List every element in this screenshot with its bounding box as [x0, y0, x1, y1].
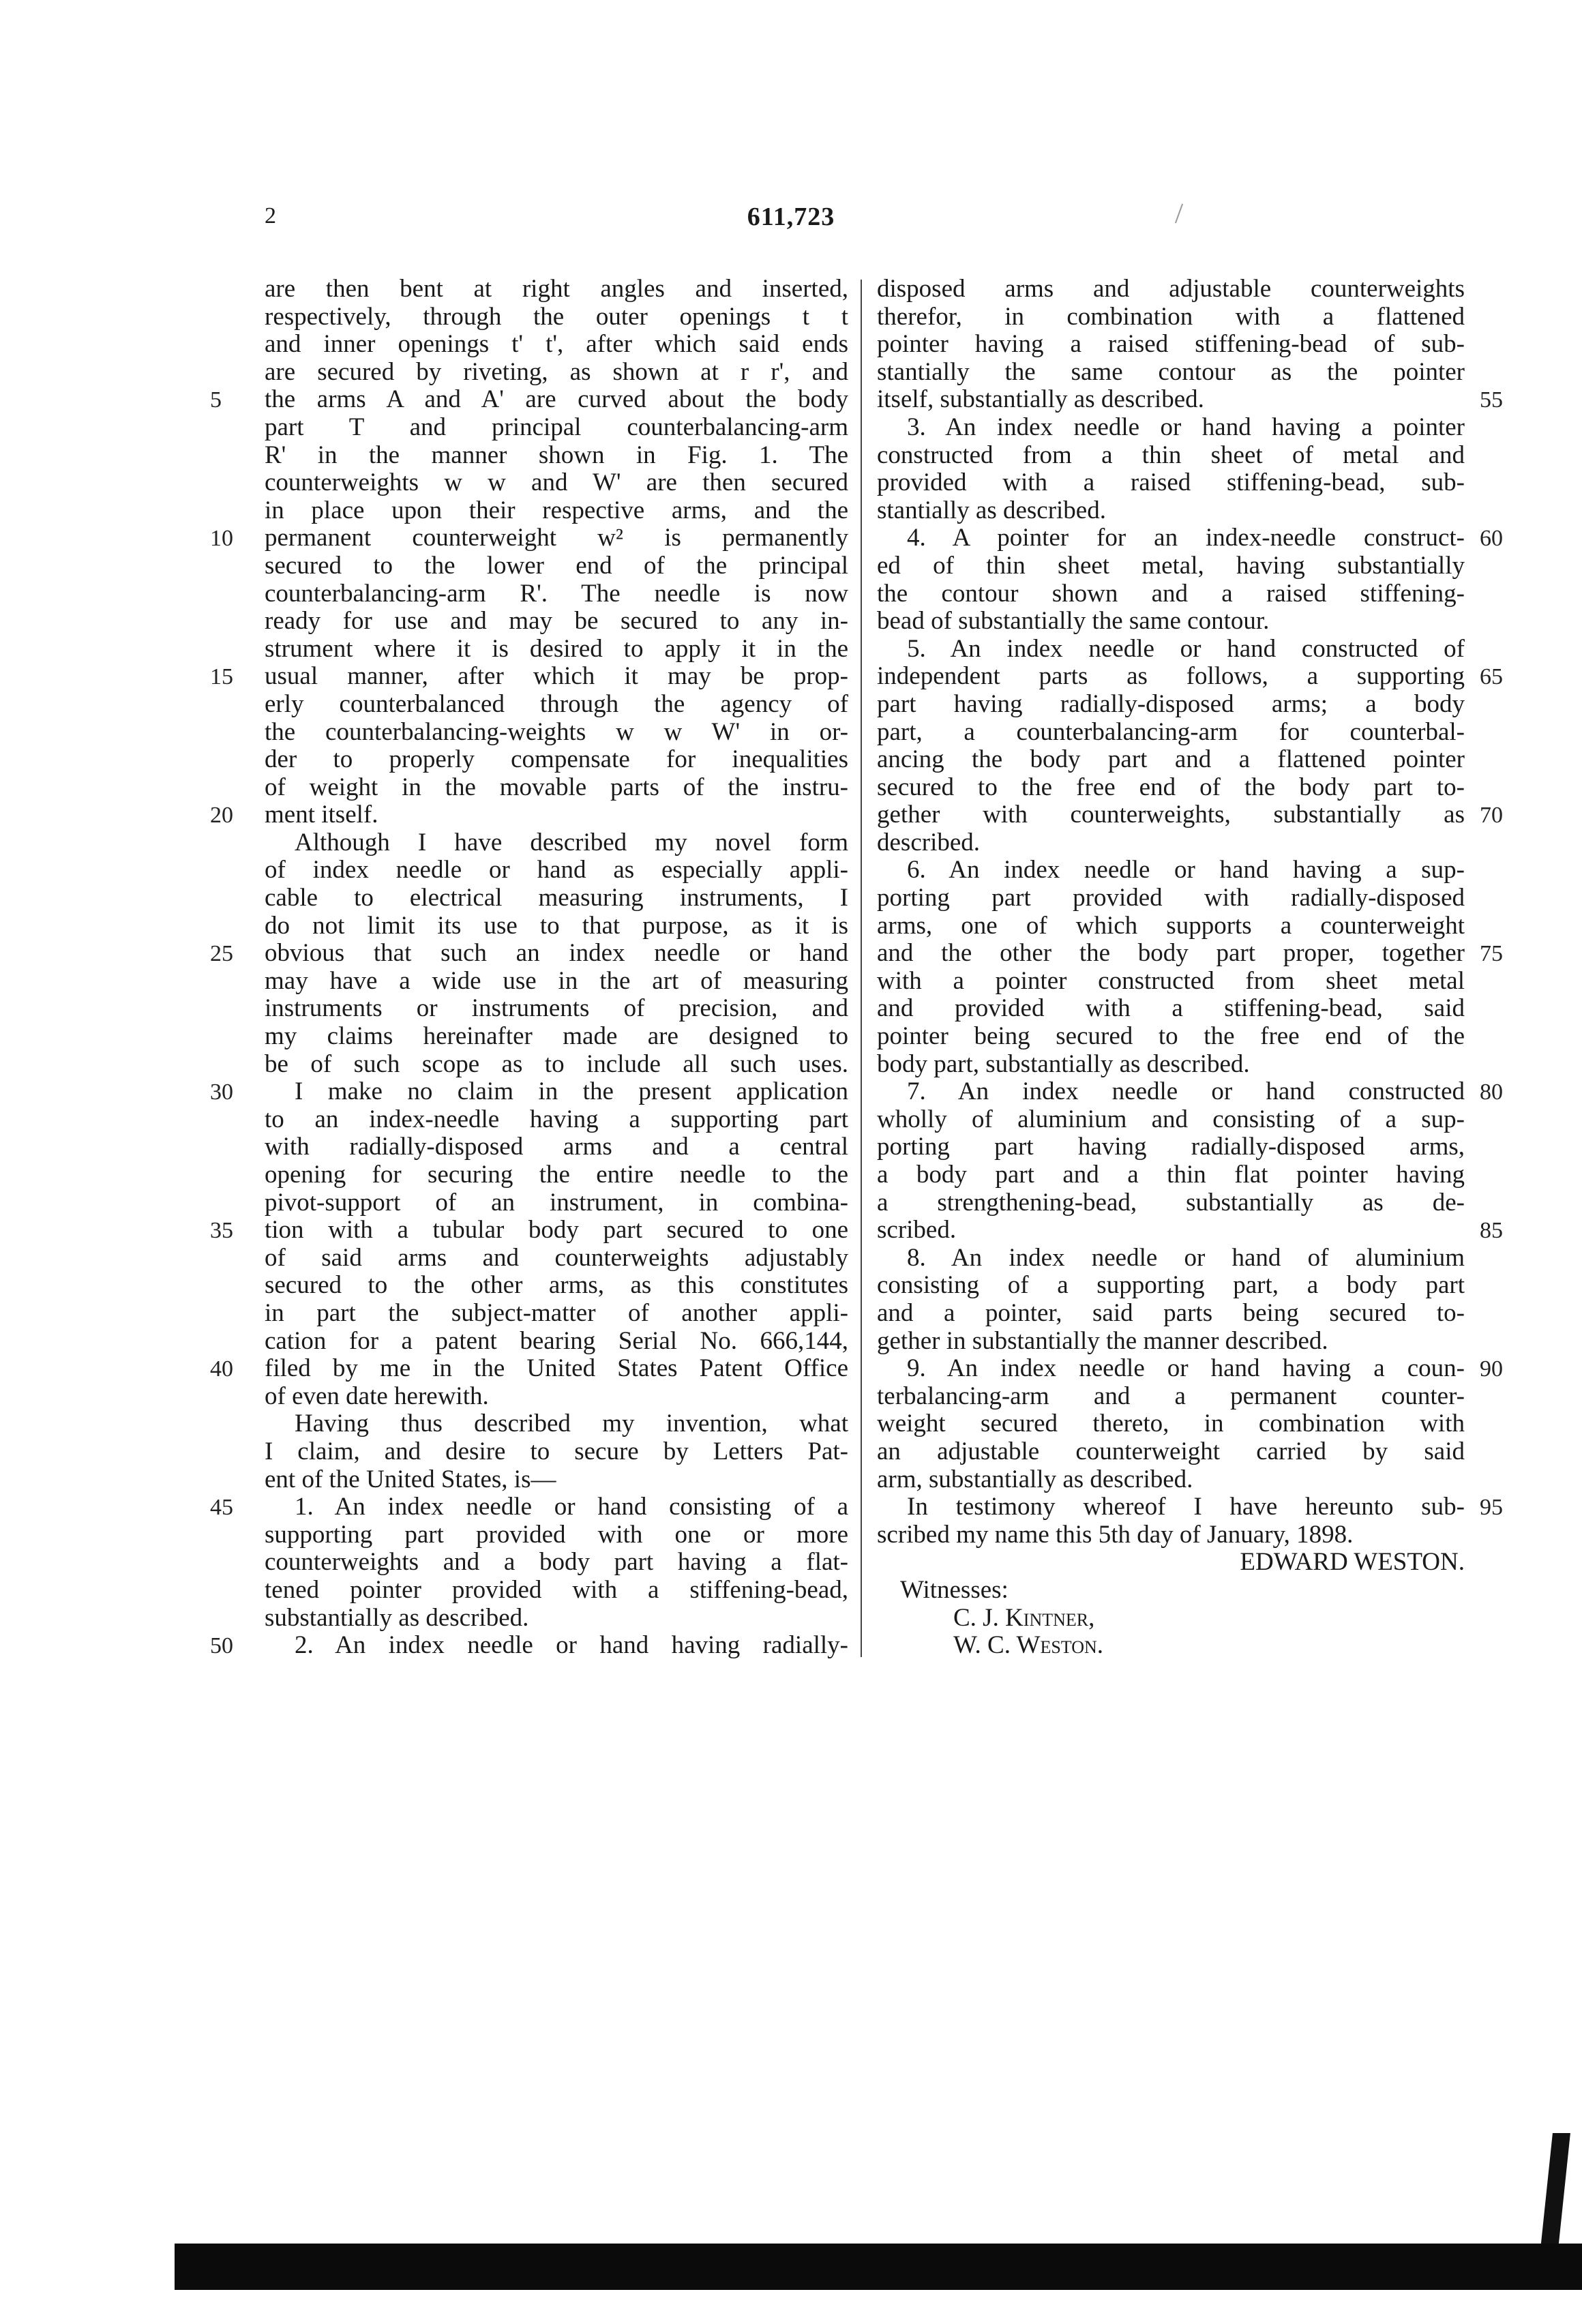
text-line: and a pointer, said parts being secured to-: [877, 1298, 1465, 1327]
text-line: scribed my name this 5th day of January, 1898.: [877, 1520, 1354, 1549]
text-line: my claims hereinafter made are designed to: [265, 1022, 848, 1051]
text-line: erly counterbalanced through the agency of: [265, 689, 848, 718]
text-line: 2. An index needle or hand having radially-: [295, 1631, 848, 1660]
text-line: stantially as described.: [877, 496, 1106, 524]
text-line: stantially the same contour as the pointer: [877, 357, 1465, 386]
text-line: der to properly compensate for inequalities: [265, 745, 848, 774]
text-line: disposed arms and adjustable counterweights: [877, 275, 1465, 303]
text-line: counterweights w w and W' are then secured: [265, 468, 848, 497]
text-line: 4. A pointer for an index-needle construct-: [907, 524, 1465, 552]
text-line: tened pointer provided with a stiffening-bead,: [265, 1575, 848, 1604]
text-line: consisting of a supporting part, a body part: [877, 1271, 1465, 1300]
text-line: strument where it is desired to apply it in the: [265, 634, 848, 663]
patent-number: 611,723: [747, 203, 835, 231]
left-text-column: [265, 275, 848, 1660]
text-line: cation for a patent bearing Serial No. 666,144,: [265, 1326, 848, 1355]
text-line: counterbalancing-arm R'. The needle is now: [265, 579, 848, 608]
text-line: opening for securing the entire needle to the: [265, 1161, 848, 1189]
text-line: an adjustable counterweight carried by said: [877, 1437, 1465, 1465]
text-line: 8. An index needle or hand of aluminium: [907, 1243, 1465, 1272]
text-line: with a pointer constructed from sheet metal: [877, 966, 1465, 995]
column-divider: [861, 280, 862, 1657]
text-line: respectively, through the outer openings t t: [265, 302, 848, 331]
text-line: of even date herewith.: [265, 1382, 489, 1410]
text-line: filed by me in the United States Patent Office: [265, 1354, 848, 1383]
text-line: and provided with a stiffening-bead, said: [877, 994, 1465, 1023]
margin-line-number: 75: [1480, 941, 1503, 967]
text-line: usual manner, after which it may be prop-: [265, 662, 848, 691]
text-line: I claim, and desire to secure by Letters Pat-: [265, 1437, 848, 1465]
text-line: EDWARD WESTON.: [1240, 1548, 1465, 1577]
text-line: tion with a tubular body part secured to one: [265, 1216, 848, 1245]
text-line: 7. An index needle or hand constructed: [907, 1077, 1465, 1106]
text-line: gether in substantially the manner described.: [877, 1326, 1328, 1355]
text-line: Although I have described my novel form: [295, 828, 848, 856]
text-line: part, a counterbalancing-arm for counterbal-: [877, 717, 1465, 746]
text-line: part having radially-disposed arms; a body: [877, 689, 1465, 718]
scan-bottom-bar: [175, 2244, 1582, 2290]
text-line: arm, substantially as described.: [877, 1465, 1193, 1493]
margin-line-number: 65: [1480, 664, 1503, 690]
margin-line-number: 50: [210, 1633, 233, 1659]
text-line: W. C. Weston.: [953, 1631, 1104, 1660]
text-line: weight secured thereto, in combination with: [877, 1410, 1465, 1438]
right-text-column: [877, 275, 1465, 1660]
text-line: in part the subject-matter of another appli-: [265, 1298, 848, 1327]
text-line: Witnesses:: [900, 1575, 1009, 1604]
text-line: independent parts as follows, a supporting: [877, 662, 1465, 691]
text-line: porting part having radially-disposed arms,: [877, 1133, 1465, 1161]
text-line: may have a wide use in the art of measuring: [265, 966, 848, 995]
text-line: 5. An index needle or hand constructed of: [907, 634, 1465, 663]
text-line: of said arms and counterweights adjustably: [265, 1243, 848, 1272]
text-line: and the other the body part proper, together: [877, 939, 1465, 968]
text-line: ed of thin sheet metal, having substantially: [877, 551, 1465, 580]
margin-line-number: 10: [210, 526, 233, 552]
text-line: therefor, in combination with a flattened: [877, 302, 1465, 331]
text-line: do not limit its use to that purpose, as it is: [265, 911, 848, 940]
text-line: be of such scope as to include all such uses.: [265, 1049, 848, 1078]
margin-line-number: 15: [210, 664, 233, 690]
text-line: constructed from a thin sheet of metal and: [877, 441, 1465, 469]
text-line: and inner openings t' t', after which said ends: [265, 330, 848, 359]
text-line: obvious that such an index needle or hand: [265, 939, 848, 968]
margin-line-number: 30: [210, 1079, 233, 1105]
text-line: terbalancing-arm and a permanent counter-: [877, 1382, 1465, 1410]
text-line: R' in the manner shown in Fig. 1. The: [265, 441, 848, 469]
text-line: secured to the other arms, as this constitutes: [265, 1271, 848, 1300]
text-line: body part, substantially as described.: [877, 1049, 1250, 1078]
text-line: wholly of aluminium and consisting of a sup-: [877, 1105, 1465, 1133]
text-line: scribed.: [877, 1216, 957, 1245]
text-line: of weight in the movable parts of the instru-: [265, 773, 848, 801]
text-line: part T and principal counterbalancing-arm: [265, 413, 848, 441]
margin-line-number: 80: [1480, 1079, 1503, 1105]
margin-line-number: 85: [1480, 1218, 1503, 1244]
scan-edge-mark: [1540, 2133, 1570, 2249]
text-line: ment itself.: [265, 801, 378, 829]
margin-line-number: 70: [1480, 803, 1503, 829]
text-line: cable to electrical measuring instruments, I: [265, 884, 848, 912]
text-line: arms, one of which supports a counterweight: [877, 911, 1465, 940]
text-line: pointer having a raised stiffening-bead of sub-: [877, 330, 1465, 359]
text-line: gether with counterweights, substantially as: [877, 801, 1465, 829]
text-line: the contour shown and a raised stiffening-: [877, 579, 1465, 608]
text-line: a strengthening-bead, substantially as de-: [877, 1188, 1465, 1217]
text-line: pivot-support of an instrument, in combina-: [265, 1188, 848, 1217]
text-line: secured to the free end of the body part to-: [877, 773, 1465, 801]
margin-line-number: 95: [1480, 1495, 1503, 1521]
text-line: Having thus described my invention, what: [295, 1410, 848, 1438]
text-line: 9. An index needle or hand having a coun-: [907, 1354, 1465, 1383]
text-line: in place upon their respective arms, and the: [265, 496, 848, 524]
text-line: pointer being secured to the free end of the: [877, 1022, 1465, 1051]
text-line: of index needle or hand as especially appli-: [265, 856, 848, 884]
text-line: I make no claim in the present application: [295, 1077, 848, 1106]
text-line: with radially-disposed arms and a central: [265, 1133, 848, 1161]
text-line: instruments or instruments of precision, and: [265, 994, 848, 1023]
text-line: permanent counterweight w² is permanently: [265, 524, 848, 552]
text-line: 6. An index needle or hand having a sup-: [907, 856, 1465, 884]
text-line: a body part and a thin flat pointer having: [877, 1161, 1465, 1189]
text-line: to an index-needle having a supporting part: [265, 1105, 848, 1133]
text-line: bead of substantially the same contour.: [877, 607, 1270, 636]
text-line: are secured by riveting, as shown at r r', and: [265, 357, 848, 386]
text-line: counterweights and a body part having a flat-: [265, 1548, 848, 1577]
text-line: provided with a raised stiffening-bead, sub-: [877, 468, 1465, 497]
text-line: described.: [877, 828, 981, 856]
text-line: ready for use and may be secured to any in-: [265, 607, 848, 636]
margin-line-number: 55: [1480, 387, 1503, 413]
margin-line-number: 45: [210, 1495, 233, 1521]
text-line: supporting part provided with one or more: [265, 1520, 848, 1549]
text-line: In testimony whereof I have hereunto sub-: [907, 1493, 1465, 1521]
text-line: ancing the body part and a flattened pointer: [877, 745, 1465, 774]
margin-line-number: 25: [210, 941, 233, 967]
margin-line-number: 35: [210, 1218, 233, 1244]
margin-line-number: 20: [210, 803, 233, 829]
text-line: 1. An index needle or hand consisting of a: [295, 1493, 848, 1521]
text-line: porting part provided with radially-disposed: [877, 884, 1465, 912]
page-number: 2: [265, 203, 276, 228]
text-line: secured to the lower end of the principal: [265, 551, 848, 580]
text-line: the arms A and A' are curved about the body: [265, 385, 848, 414]
margin-line-number: 40: [210, 1356, 233, 1382]
text-line: itself, substantially as described.: [877, 385, 1204, 414]
margin-line-number: 5: [210, 387, 222, 413]
text-line: C. J. Kintner,: [953, 1603, 1095, 1632]
text-line: 3. An index needle or hand having a pointer: [907, 413, 1465, 441]
text-line: the counterbalancing-weights w w W' in or-: [265, 717, 848, 746]
margin-line-number: 90: [1480, 1356, 1503, 1382]
scan-speck: [1175, 204, 1183, 224]
text-line: are then bent at right angles and inserted,: [265, 275, 848, 303]
margin-line-number: 60: [1480, 526, 1503, 552]
text-line: ent of the United States, is—: [265, 1465, 556, 1493]
text-line: substantially as described.: [265, 1603, 529, 1632]
